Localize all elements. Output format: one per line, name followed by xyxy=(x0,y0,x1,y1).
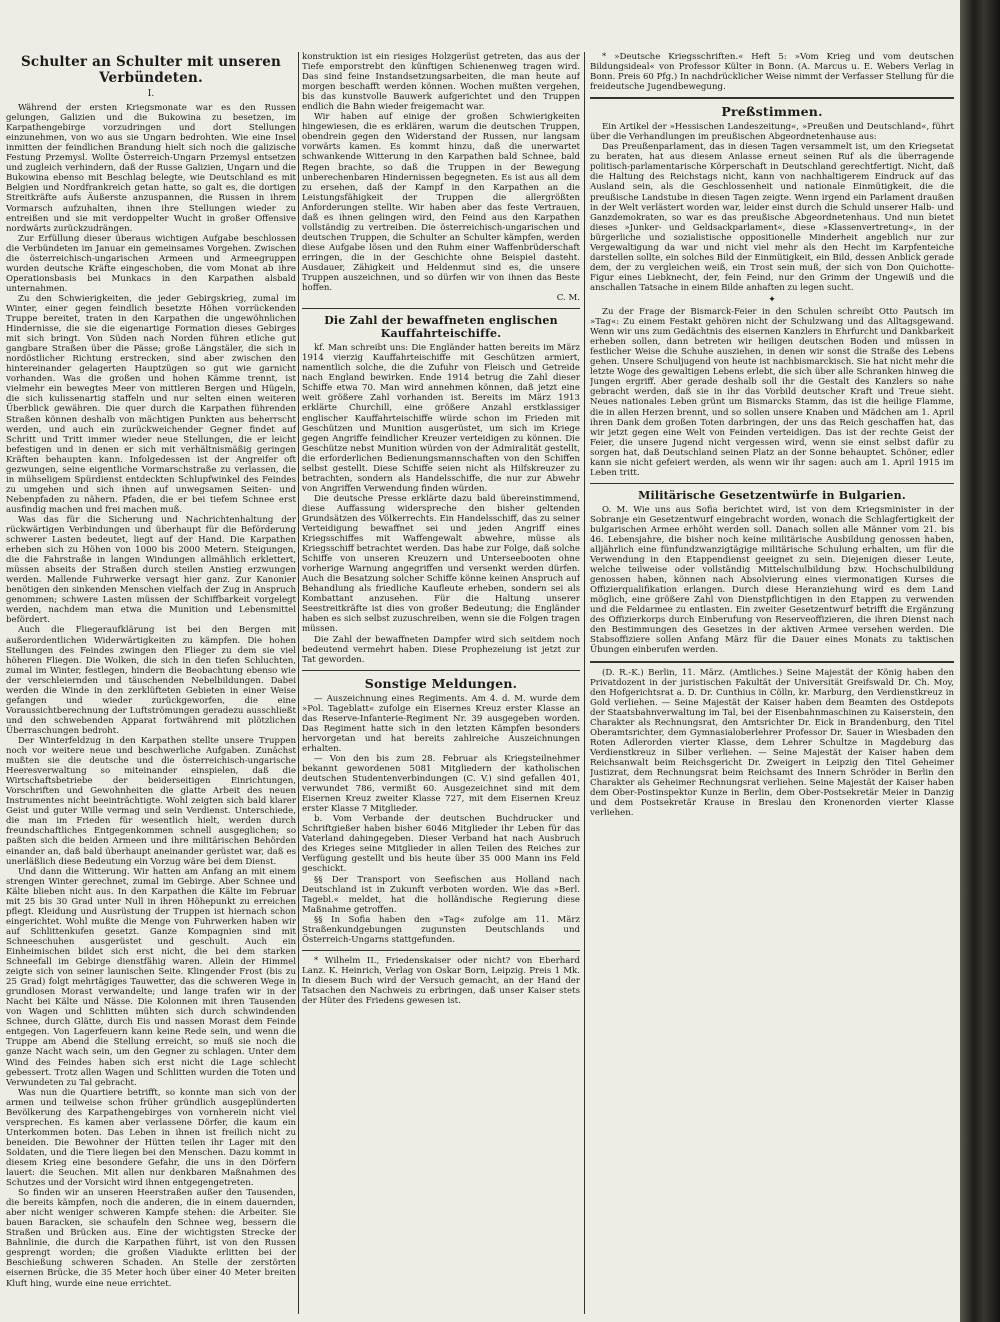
article-paragraph: konstruktion ist ein riesiges Holzgerüst getreten, das aus der Tiefe emporstrebt den künftigen Schienenweg tragen wird. Das sind feine Instandsetzungsarbeiten, die man heute auf morgen beschafft werden können. Wochen mußten vergehen, bis das kunstvolle Bauwerk aufgerichtet und den Truppen endlich die Bahn wieder freigemacht war. xyxy=(302,52,580,113)
news-item: b. Vom Verbande der deutschen Buchdrucker und Schriftgießer haben bisher 6046 Mitglieder ihr Leben für das Vaterland dahingegeben. Dieser Verband hat nach Ausbruch des Krieges seine Mitglieder in allen Teilen des Reiches zur Verfügung gestellt und bis heute über 35 000 Mann ins Feld geschickt. xyxy=(302,814,580,875)
ornament-divider: ✦ xyxy=(768,294,776,305)
article-headline: Schulter an Schulter mit unseren Verbündeten. xyxy=(20,54,282,86)
book-notice: * »Deutsche Kriegsschriften.« Heft 5: »Vom Krieg und vom deutschen Bildungsideal« von Professor Külter in Bonn. (A. Marcus u. E. Webers Verlag in Bonn. Preis 60 Pfg.) In nachdrücklicher Weise nimmt der Verfasser Stellung für die freideutsche Jugendbewegung. xyxy=(590,52,954,93)
article-paragraph: Ein Artikel der »Hessischen Landeszeitung«, »Preußen und Deutschland«, führt über die Verhandlungen im preußischen Abgeordnetenhause aus: xyxy=(590,122,954,143)
article-paragraph: Und dann die Witterung. Wir hatten am Anfang an mit einem strengen Winter gerechnet, zumal im Gebirge. Aber Schnee und Kälte blieben nicht aus. In den Karpathen die Kälte im Februar mit 25 bis 30 Grad unter Null in ihren Höhepunkt zu erreichen pflegt. Kleidung und Ausrüstung der Truppen ist hiernach schon eingerichtet. Wohl mußte die Menge von Fuhrwerken haben wir auf Schlittenkufen gesetzt. Ganze Kompagnien sind mit Schneeschuhen ausgerüstet und geschult. Auch ein Einheimischen bildet sich erst nicht, die bei dem starken Schneefall im Gebirge dienstfähig waren. Allein der Himmel zeigte sich von seiner launischen Seite. Klingender Frost (bis zu 25 Grad) folgt mehrtägiges Tauwetter, das die schweren Wege in grundlosen Morast verwandelte; und lange trafen wir in der Nacht bei Kälte und Nässe. Die Kolonnen mit ihren Tausenden von Wagen und Schlitten mühten sich durch schwindenden Schnee, durch Glätte, durch Eis und nassen Morast dem Feinde entgegen. Von Lagerfeuern kann keine Rede sein, und wenn die Truppe am Abend die Stellung erreicht, so muß sie noch die ganze Nacht wach sein, um den Gegner zu schlagen. Unter dem Wind des Feindes haben sich erst nicht die Lage schlecht gebessert. Trotz allen Wagen und Schlitten wurden die Toten und Verwundeten zu Tal gebracht. xyxy=(6,866,296,1088)
divider xyxy=(590,661,954,663)
official-notices: (D. R.-K.) Berlin, 11. März. (Amtliches.) Seine Majestät der König haben den Privatdozent in der juristischen Fakultät der Universität Greifswald Dr. Ch. Moy, den Hofgerichtsrat a. D. Dr. Cunthius in Cölln, kr. Marburg, den Verdienstkreuz in Gold verliehen. — Seine Majestät der Kaiser haben dem Beamten des Ostdepots der Staatsbahnverwaltung im Tal, bei der Eisenbahnmaschinen zu Kaiserstein, den Charakter als Rechnungsrat, den Amtsrichter Dr. Eick in Brandenburg, den Titel Oberamtsrichter, dem Gymnasialoberlehrer Professor Dr. Sauer in Wiesbaden den Roten Adlerorden vierter Klasse, dem Lehrer Schultze in Magdeburg das Verdienstkreuz in Silber verliehen. — Seine Majestät der Kaiser haben dem Reichsanwalt beim Reichsgericht Dr. Zweigert in Leipzig den Titel Geheimer Justizrat, dem Rechnungsrat beim Reichsamt des Innern Schröder in Berlin den Charakter als Geheimer Rechnungsrat verliehen. Seine Majestät der Kaiser haben dem Ober-Postinspektor Kunze in Berlin, dem Ober-Postsekretär Meier in Danzig und dem Postsekretär Krause in Breslau den Kronenorden vierter Klasse verliehen. xyxy=(590,667,954,819)
article-paragraph: Was das für die Sicherung und Nachrichtenhaltung der rückwärtigen Verbindungen und überhaupt für die Beförderung schwerer Lasten bedeutet, liegt auf der Hand. Die Karpathen erheben sich zu Höhen von 1000 bis 2000 Metern. Steigungen, die die Fahrstraße in langen Windungen allmählich erklettert, müssen abseits der Straßen durch steilen Anstieg erzwungen werden. Mallende Fuhrwerke versagt hier ganz. Zur Kanonier benötigen den sinkenden Menschen vielfach der Zug in Anspruch genommen; schwere Lasten müssen der Schiffbarkeit vorgelegt werden, nachdem man etwa die Munition und Lebensmittel befördert. xyxy=(6,514,296,626)
article-paragraph: Die Zahl der bewaffneten Dampfer wird sich seitdem noch bedeutend vermehrt haben. Diese Prophezeiung ist jetzt zur Tat geworden. xyxy=(302,634,580,665)
news-item: — Von den bis zum 28. Februar als Kriegsteilnehmer bekannt gewordenen 5081 Mitgliedern der katholischen deutschen Studentenverbindungen (C. V.) sind gefallen 401, verwundet 786, vermißt 60. Ausgezeichnet sind mit dem Eisernen Kreuz zweiter Klasse 727, mit dem Eisernen Kreuz erster Klasse 7 Mitglieder. xyxy=(302,753,580,815)
divider xyxy=(302,670,580,671)
news-item: — Auszeichnung eines Regiments. Am 4. d. M. wurde dem »Pol. Tageblatt« zufolge ein Eisernes Kreuz erster Klasse an das Reserve-Infanterie-Regiment Nr. 39 ausgegeben worden. Das Regiment hatte sich in den letzten Kämpfen besonders hervorgetan und hat bereits zahlreiche Auszeichnungen erhalten. xyxy=(302,693,580,754)
article-paragraph: kf. Man schreibt uns: Die Engländer hatten bereits im März 1914 vierzig Kauffahrteischiffe mit Geschützen armiert, namentlich solche, die die Zufuhr von Fleisch und Getreide nach England bewirken. Ende 1914 betrug die Zahl dieser Schiffe etwa 70. Man wird annehmen können, daß jetzt eine weit größere Zahl vorhanden ist. Bereits im März 1913 erklärte Churchill, eine größere Anzahl erstklassiger englischer Kauffahrteischiffe würde schon im Frieden mit Geschützen und Munition ausgerüstet, um sich im Kriege gegen Angriffe feindlicher Kreuzer verteidigen zu können. Die Geschütze nebst Munition würden von der Admiralität gestellt, die erforderlichen Bedienungsmannschaften von den Schiffen selbst gestellt. Diese Schiffe seien nicht als Hilfskreuzer zu betrachten, sondern als Handelsschiffe, die nur zur Abwehr von Angriffen Verwendung finden würden. xyxy=(302,343,580,494)
divider xyxy=(590,483,954,484)
article-paragraph: Was nun die Quartiere betrifft, so konnte man sich von der armen und teilweise schon früher gründlich ausgeplünderten Bevölkerung des Karpathengebirges von vornherein nicht viel versprechen. Es kamen aber verlassene Dörfer, die kaum ein Unterkommen boten. Das Leben in ihnen ist freilich nicht zu beneiden. Die Bewohner der Hütten teilen ihr Lager mit den Soldaten, und die Tiere liegen bei den Menschen. Dazu kommt in diesem Krieg eine besondere Gefahr, die uns in den Dörfern lauert: die Seuchen. Mit allen nur denkbaren Maßnahmen des Schutzes und der Vorsicht wird ihnen entgegengetreten. xyxy=(6,1087,296,1189)
article-paragraph: Während der ersten Kriegsmonate war es den Russen gelungen, Galizien und die Bukowina zu besetzen, im Karpathengebirge vorzudringen und dort Stellungen einzunehmen, von wo aus sie Ungarn bedrohten. Wie eine Insel inmitten der feindlichen Brandung hielt sich noch die galizische Festung Przemysl. Wollte Österreich-Ungarn Przemysl entsetzen und zugleich verhindern, daß der Russe Galizien, Ungarn und die Bukowina ebenso mit Beschlag belegte, wie Deutschland es mit Belgien und Nordfrankreich getan hatte, so galt es, die dortigen Streitkräfte aufs Äußerste anzuspannen, die Russen in ihrem Vormarsch aufzuhalten, ihnen ihre Stellungen wieder zu entreißen und sie mit verdoppelter Wucht in großer Offensive nordwärts zurückzudrängen. xyxy=(6,103,296,234)
column-middle xyxy=(302,52,580,1314)
book-notice: * Wilhelm II., Friedenskaiser oder nicht? von Eberhard Lanz. K. Heinrich, Verlag von Oskar Born, Leipzig. Preis 1 Mk. In diesem Buch wird der Versuch gemacht, an der Hand der Tatsachen den Nachweis zu erbringen, daß unser Kaiser stets der Hüter des Friedens gewesen ist. xyxy=(302,955,580,1007)
author-signature: C. M. xyxy=(556,293,580,304)
article-paragraph: Zu der Frage der Bismarck-Feier in den Schulen schreibt Otto Pautsch im »Tag«: Zu einem Festakt gehören nicht der Schulzwang und das Alltagsgewand. Wenn wir uns zum Gedächtnis des eisernen Kanzlers in Ehrfurcht und Dankbarkeit erheben sollen, dann betreten wir heiligen deutschen Boden und müssen in festlicher Weise die Schuhe ausziehen, in denen wir sonst die Straße des Lebens gehen. Unsere Schuljugend von heute ist nachbismarckisch. Sie hat nicht mehr die letzte Woge des gewaltigen Lebens erlebt, die sich über alle Schranken hinweg die Jungen ergriff. Aber gerade deshalb soll ihr die Gestalt des Kanzlers so nahe gebracht werden, daß sie in ihr das Vorbild deutscher Kraft und Treue sieht. Neues nationales Leben grünt um Bismarcks Stamm, das ist die heilige Flamme, die in allen Herzen brennt, und so sollen unsere Knaben und Mädchen am 1. April ihren Dank dem großen Toten darbringen, der uns das Reich geschaffen hat, das wir jetzt gegen eine Welt von Feinden verteidigen. Das ist der rechte Geist der Feier, die unsere Jugend nicht vergessen wird, wenn sie einst selbst dafür zu sorgen hat, daß Deutschland seinen Platz an der Sonne behauptet. Schöner, edler kann sie nicht gefeiert werden, als wenn wir ihr sagen: auch am 1. April 1915 im Leben tritt. xyxy=(590,307,954,478)
article-paragraph: Das Preußenparlament, das in diesen Tagen versammelt ist, um den Kriegsetat zu beraten, hat aus diesem Anlasse erneut seinen Ruf als die überragende politisch-parlamentarische Körperschaft in Deutschland gerechtfertigt. Nicht, daß die Haltung des Reichstags nicht, kann von nachhaltigerem Eindruck auf das Ausland sein, als die Geschlossenheit und nationale Einmütigkeit, die die preußische Landstube in diesen Tagen zeigte. Wenn irgend ein Parlament draußen in der Welt verlästert worden war, leider einst durch die Schuld unserer Halb- und Ganzdemokraten, so war es das preußische Abgeordnetenhaus. Und nun bietet dieses »Junker- und Geldsackparlament«, diese »Klassenvertretung«, in der bürgerliche und sozialistische oppositionelle Minderheit angeblich nur zur Vergewaltigung da war und nicht viel mehr als den Hecht im Karpfenteiche darstellen sollte, ein solches Bild der Einmütigkeit, ein Bild, dessen Anblick gerade dem, der zu vergleichen weiß, ein Trost sein muß, der sich von Don Quichotte-Figur eines Liebknecht, der, fein Feind, nur den Grimm der Ungewiß und die anschallen Tatsache in einem Bilde anhaften zu legen sucht. xyxy=(590,142,954,293)
article-paragraph: So finden wir an unseren Heerstraßen außer den Tausenden, die bereits kämpfen, noch die anderen, die in einem dauernden, aber nicht weniger schweren Kampfe stehen: die Arbeiter. Sie bauen Baracken, sie schaufeln den Schnee weg, bessern die Straßen und Brücken aus. Eine der wichtigsten Strecke der Bahnlinie, die durch die Karpathen führt, ist von den Russen gesprengt worden; die großen Viadukte erlitten bei der Beschießung schweren Schaden. An Stelle der zerstörten eisernen Brücke, die 35 Meter hoch über einer 40 Meter breiten Kluft hing, wurde eine neue errichtet. xyxy=(6,1188,296,1289)
article-paragraph: O. M. Wie uns aus Sofia berichtet wird, ist von dem Kriegsminister in der Sobranje ein Gesetzentwurf eingebracht worden, wonach die Schlagfertigkeit der bulgarischen Armee erhöht werden soll. Danach sollen alle Männer vom 21. bis 46. Lebensjahre, die bisher noch keine militärische Ausbildung genossen haben, alljährlich eine fünfundzwanzigtägige militärische Schulung erhalten, um für die Verwendung in den Etappendienst geeignet zu sein. Diejenigen dieser Leute, welche teilweise oder vollständig Mittelschulbildung bzw. Hochschulbildung genossen haben, können nach Absolvierung eines viermonatigen Kurses die Offizierqualifikation erlangen. Durch diese Heranziehung wird es dem Land möglich, eine größere Zahl von Dienstpflichtigen in den Etappen zu verwenden und die Feldarmee zu entlasten. Ein zweiter Gesetzentwurf betrifft die Ergänzung des Offizierkorps durch Einberufung von Reserveoffizieren, die ihren Dienst nach den Bestimmungen des Gesetzes in der aktiven Armee versehen werden. Die Stabsoffiziere sollen Anfang März für die Dauer eines Monats zu taktischen Übungen einberufen werden. xyxy=(590,504,954,656)
divider xyxy=(302,308,580,309)
column-rule xyxy=(584,52,585,1314)
article-paragraph: Wir haben auf einige der großen Schwierigkeiten hingewiesen, die es erklären, warum die deutschen Truppen, obendrein gegen den Widerstand der Russen, nur langsam vorwärts kamen. Es kommt hinzu, daß die unerwartet schwankende Witterung in den Karpathen bald Schnee, bald Regen brachte, so daß die Truppen in der Bewegung unberechenbaren Hindernissen begegneten. Es ist aus all dem zu ersehen, daß der Kampf in den Karpathen an die Leistungsfähigkeit der Truppen die allergrößten Anforderungen stellte. Wir haben aber das feste Vertrauen, daß es ihnen gelingen wird, den Feind aus den Karpathen vollständig zu vertreiben. Die österreichisch-ungarischen und deutschen Truppen, die Schulter an Schulter kämpfen, werden diese Aufgabe lösen und den Ruhm einer Waffenbrüderschaft erringen, die in der Geschichte ohne Beispiel dasteht. Ausdauer, Zähigkeit und Heldenmut sind es, die unsere Truppen auszeichnen, und so dürfen wir von ihnen das Beste hoffen. xyxy=(302,112,580,294)
news-item: §§ In Sofia haben den »Tag« zufolge am 11. März Straßenkundgebungen zugunsten Deutschlands und Österreich-Ungarns stattgefunden. xyxy=(302,914,580,945)
section-headline: Preßstimmen. xyxy=(721,104,823,120)
divider xyxy=(302,950,580,951)
divider xyxy=(590,97,954,99)
column-right xyxy=(590,52,954,1314)
section-headline: Sonstige Meldungen. xyxy=(364,675,518,691)
article-headline: Die Zahl der bewaffneten englischen Kauffahrteischiffe. xyxy=(324,314,558,341)
article-paragraph: Die deutsche Presse erklärte dazu bald übereinstimmend, diese Auffassung widerspreche den bisher geltenden Grundsätzen des Völkerrechts. Ein Handelsschiff, das zu seiner Verteidigung bewaffnet sei und jeden Angriff eines Kriegsschiffes mit Waffengewalt abwehre, müsse als Kriegsschiff betrachtet werden. Das habe zur Folge, daß solche Schiffe von unseren Kreuzern und Unterseebooten ohne vorherige Warnung angegriffen und versenkt werden dürfen. Auch die Besatzung solcher Schiffe könne keinen Anspruch auf Behandlung als friedliche Kaufleute erheben, sondern sei als Kombattant anzusehen. Für die Haltung unserer Seestreitkräfte ist dies von großer Bedeutung; die Engländer haben es sich selbst zuzuschreiben, wenn sie die Folgen tragen müssen. xyxy=(302,493,580,635)
section-number: I. xyxy=(147,89,155,99)
article-paragraph: Zur Erfüllung dieser überaus wichtigen Aufgabe beschlossen die Verbündeten im Januar ein gemeinsames Vorgehen. Zwischen die österreichisch-ungarischen Armeen und Armeegruppen wurden deutsche Kräfte eingeschoben, die vom Monat ab ihre Operationsbasis bei Munkacs in den Karpathen alsbald unternahmen. xyxy=(6,233,296,294)
article-paragraph: Der Winterfeldzug in den Karpathen stellte unsere Truppen noch vor weitere neue und beschwerliche Aufgaben. Zunächst mußten sie die deutsche und die österreichisch-ungarische Heeresverwaltung so miteinander einspielen, daß die Wirtschaftsbetriebe der beiderseitigen Einrichtungen, Vorschriften und Gewohnheiten die glatte Arbeit des neuen Instrumentes nicht beeinträchtigte. Wohl zeigten sich bald klarer Geist und guter Wille vermag und sein Verdienst. Unterschiede, die man im Frieden für wesentlich hielt, werden durch freundschaftliches Entgegenkommen schnell ausgeglichen; so paßten sich die beiden Armeen und ihre militärischen Behörden einander an, daß bald überhaupt aneinander gerüstet war, daß es unerläßlich diese Bedeutung ein Vorzug wäre bei dem Dienst. xyxy=(6,736,296,867)
column-left xyxy=(6,52,296,1314)
news-item: §§ Der Transport von Seefischen aus Holland nach Deutschland ist in Zukunft verboten worden. Wie das »Berl. Tagebl.« meldet, hat die holländische Regierung diese Maßnahme getroffen. xyxy=(302,874,580,915)
article-paragraph: Auch die Fliegeraufklärung ist bei den Bergen mit außerordentlichen Widerwärtigkeiten zu kämpfen. Die hohen Stellungen des Feindes zwingen den Flieger zu dem sie viel höheren Fliegen. Die Wolken, die sich in den tiefen Schluchten, zumal im Winter, festlegen, hindern die Beobachtung ebenso wie der verschleiernden und täuschenden Nebelbildungen. Dabei werden die Winde in den zerklüfteten Gebieten in einer Weise gefangen und wieder zurückgeworfen, die eine Voraussichtberechnung der Luftströmungen geradezu ausschließt und den schwebenden Apparat fortwährend mit plötzlichen Überraschungen bedroht. xyxy=(6,625,296,736)
column-rule xyxy=(298,52,299,1314)
article-headline: Militärische Gesetzentwürfe in Bulgarien. xyxy=(638,488,906,502)
book-binding xyxy=(960,0,1000,1322)
article-paragraph: Zu den Schwierigkeiten, die jeder Gebirgskrieg, zumal im Winter, einer gegen feindlich besetzte Höhen vorrückenden Truppe bereitet, traten in den Karpathen die ungewöhnlichen Hindernisse, die sie die eigenartige Formation dieses Gebirges mit sich bringt. Von Süden nach Norden führen etliche gut gangbare Straßen über die Pässe; große Längstäler, die sich in nordöstlicher Richtung erstrecken, sind aber zwischen den hintereinander gelagerten Hauptzügen so gut wie garnicht vorhanden. Was die großen und hohen Kämme trennt, ist vielmehr ein bewegtes Meer von mittleren Bergen und Hügeln, die sich kulissenartig staffeln und nur selten einen weiteren Überblick gewähren. Die quer durch die Karpathen führenden Straßen können deshalb von mächtigen Punkten aus beherrscht werden, und auch ein zurückweichender Gegner findet auf Schritt und Tritt immer wieder neue Stellungen, die er leicht befestigen und in denen er sich mit verhältnismäßig geringen Kräften behaupten kann. Infolgedessen ist der Angreifer oft gezwungen, seine eigentliche Vormarschstraße zu verlassen, die in mühseligem Spürdienst entdeckten Schlupfwinkel des Feindes zu umgehen und sich ihnen auf unwegsamen Seiten- und Nebenpfaden zu nähern. Pfaden, die er bei tiefem Schnee erst ausfindig machen und frei machen muß. xyxy=(6,293,296,515)
